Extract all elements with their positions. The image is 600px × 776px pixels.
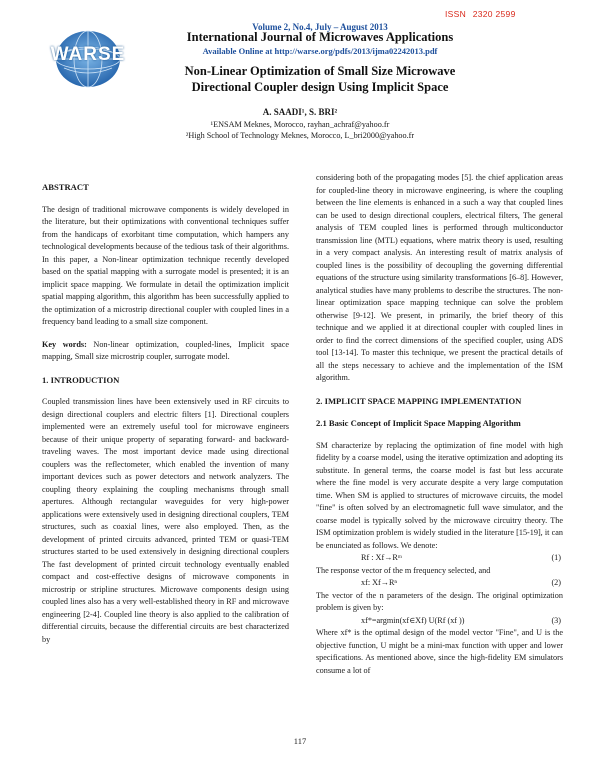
title-line-2: Directional Coupler design Using Implicit Space xyxy=(191,80,449,94)
volume-info: Volume 2, No.4, July – August 2013 xyxy=(252,22,388,32)
left-column xyxy=(42,172,289,646)
equation-2-caption: The vector of the n parameters of the design. The original optimization problem is given by: xyxy=(316,590,563,612)
keywords-text: Non-linear optimization, coupled-lines, Implicit space mapping, Small size microstrip coupler, surrogate model. xyxy=(42,339,290,361)
affiliation-1: ¹ENSAM Meknes, Morocco, rayhan_achraf@yahoo.fr xyxy=(210,120,390,129)
affiliation-2: ²High School of Technology Meknes, Morocco, L_bri2000@yahoo.fr xyxy=(185,131,415,140)
equation-2-body: xf: Xf→Rⁿ xyxy=(361,578,398,587)
equation-3-body: xf*=argmin(xf∈Xf) U(Rf (xf )) xyxy=(361,615,465,625)
issn-number: 2320 2599 xyxy=(472,9,516,19)
equation-1-number: (1) xyxy=(551,553,561,562)
equation-3-number: (3) xyxy=(551,615,561,625)
right-column xyxy=(316,172,563,677)
right-para-3: Where xf* is the optimal design of the model vector "Fine", and U is the objective function, U might be a mini-max function with upper and lower specifications. As mentioned above, since the high-fidelity EM simulators consume a lot of xyxy=(316,628,563,675)
logo-text: WARSE xyxy=(50,44,126,65)
abstract-text: The design of traditional microwave components is widely developed in the literature, but their optimizations with conventional techniques suffer from the handicaps of exorbitant time computation, which hampers any technological developments because of the tedious task of their algorithms. In this paper, a Non-linear optimization technique recently developed based on the spatial mapping with a surrogate model is presented; it is an implicit space mapping. We formulate in detail the optimization implicit spatial mapping algorithm, this algorithm has been successfully applied to the optimization of a microstrip directional coupler with coupled lines in a frequency band leading to a small size component. xyxy=(42,204,289,326)
online-url[interactable]: Available Online at http://warse.org/pdfs/2013/ijma02242013.pdf xyxy=(202,46,438,56)
intro-text: Coupled transmission lines have been extensively used in RF circuits to design directional couplers and electric filters [1]. Directional couplers implemented were an extremely useful tool for microwave engineers because of their unique property of separating forward- and backward-traveling waves. The most important device made using directional couplers was the reflectometer, which enabled the invention of many important devices such as power detectors and network analyzers. The coupling theory explaining the coupling mechanisms through small apertures. Although rectangular waveguides for very high-power applications were extensively used in designing directional couplers, TEM structures, such as coaxial lines, were also employed. Then, as the development of printed circuits advanced, printed TEM or quasi-TEM structures started to be used extensively in designing directional couplers The fast development of printed circuit technology eventually enabled compact and cost-effective designs of microwave components in microstrip or stripline structures. Microwave components design using coupled lines also has a very well-established theory in RF and microwave engineering [2-4]. Coupled line theory is also applied to the calibration of differential circuits, because the differential circuits are best characterized by xyxy=(42,397,289,644)
section21-heading: 2.1 Basic Concept of Implicit Space Mapping Algorithm xyxy=(316,418,521,428)
title-line-1: Non-Linear Optimization of Small Size Microwave xyxy=(184,64,456,78)
issn-label: ISSN xyxy=(445,9,467,19)
keywords xyxy=(42,339,289,364)
right-para-2: SM characterize by replacing the optimization of fine model with high fidelity by a coarse model, using the iterative optimization and adopting its substitute. In general terms, the coarse model is fast but less accurate where the fine model is very accurate despite a very large computation time. When SM is applied to structures of microwave circuits, the model "fine" is often solved by an electromagnetic full wave simulator, and the coarse model is typically solved by the microwave circuitry theory. The ISM optimization problem is widely studied in the literature [15-19], it can be enunciated as follows. We denote: xyxy=(316,440,563,550)
page-number: 117 xyxy=(293,736,307,746)
equation-1-body: Rf : Xf→Rᵐ xyxy=(361,553,402,562)
authors: A. SAADI¹, S. BRI² xyxy=(262,107,338,117)
section2-heading: 2. IMPLICIT SPACE MAPPING IMPLEMENTATION xyxy=(316,395,522,406)
equation-3 xyxy=(316,615,563,628)
equation-2 xyxy=(316,577,563,590)
equation-1-caption: The response vector of the m frequency selected, and xyxy=(316,565,491,575)
journal-title: International Journal of Microwaves Applications xyxy=(186,30,454,44)
keywords-label: Key words: xyxy=(42,339,87,349)
abstract-heading: ABSTRACT xyxy=(42,182,89,192)
paper-title xyxy=(0,63,600,95)
issn xyxy=(445,9,520,19)
equation-2-number: (2) xyxy=(551,578,561,587)
intro-heading: 1. INTRODUCTION xyxy=(42,374,120,385)
equation-1 xyxy=(316,552,563,565)
right-para-1: considering both of the propagating modes [5]. the chief application areas for coupled-line theory in microwave engineering, is where the coupling between the line elements is enhanced in a such a way that coupled lines can be used to design directional couplers, electrical filters, The general analysis of TEM coupled lines is performed through multiconductor transmission line (MTL) equations, where matrix theory is used, resulting in a very compact analysis. An interesting result of matrix analysis of coupled lines is the possibility of decoupling the governing differential equations of the structure using similarity transformations [6–8]. However, analytical studies have many problems to describe the structures. The non-linear optimization space mapping technique can solve the problem otherwise [9-12]. We present, in primarily, the brief theory of this technique and we applied it at directional coupler with coupled lines in order to find the correct dimensions of the specified coupler, using ADS tool [13-14]. To master this technique, we present the practical details of all the steps necessary to achieve and the implementation of the ISM algorithm. xyxy=(316,173,563,382)
